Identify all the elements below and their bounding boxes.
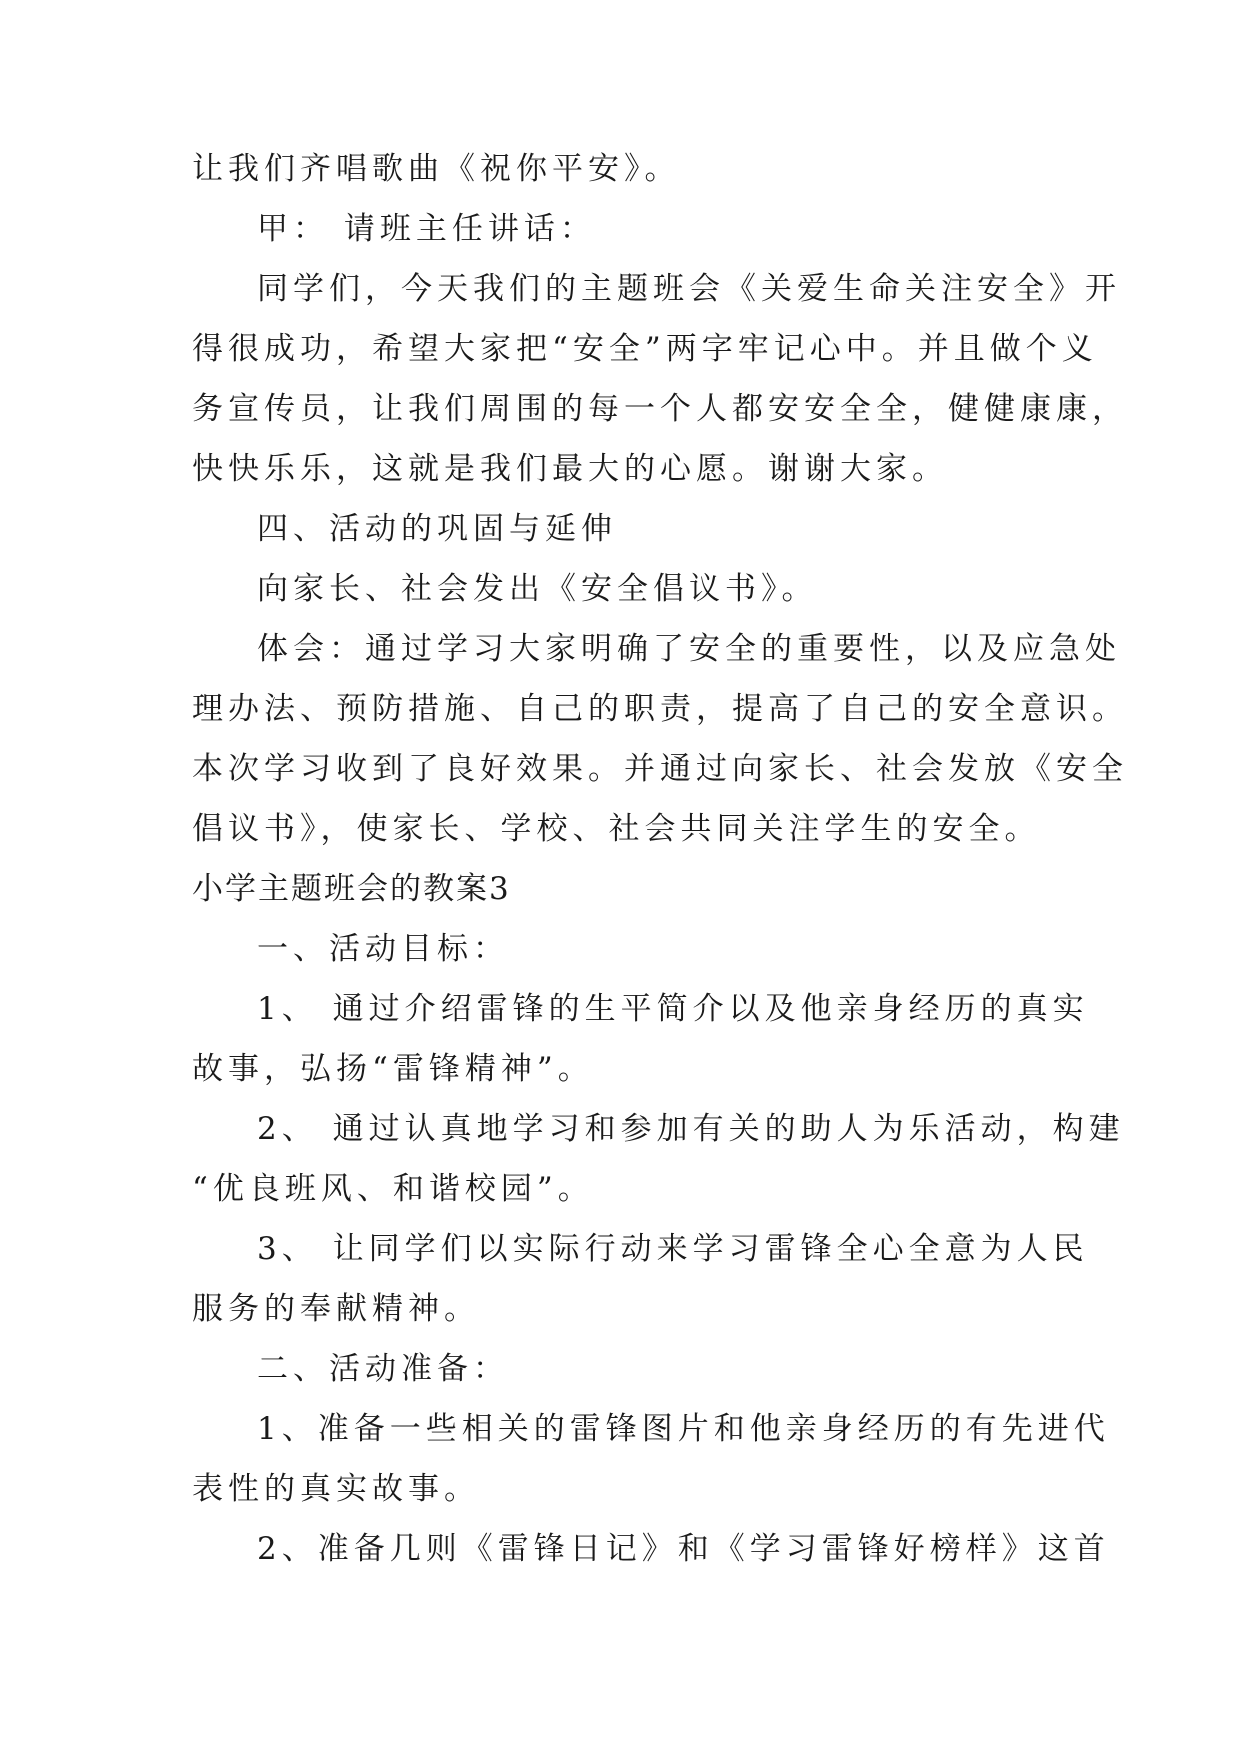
text-line: 同学们，今天我们的主题班会《关爱生命关注安全》开 (257, 271, 1121, 307)
list-item: 2、准备几则《雷锋日记》和《学习雷锋好榜样》这首 (257, 1531, 1110, 1567)
section-heading: 四、活动的巩固与延伸 (257, 511, 617, 547)
text-line: 本次学习收到了良好效果。并通过向家长、社会发放《安全 (192, 751, 1128, 787)
section-heading: 一、活动目标： (257, 931, 509, 967)
text-line: 向家长、社会发出《安全倡议书》。 (257, 571, 818, 607)
text-line: 甲： 请班主任讲话： (257, 211, 596, 247)
text-line: 务宣传员，让我们周围的每一个人都安安全全，健健康康， (192, 391, 1128, 427)
document-title: 小学主题班会的教案3 (192, 871, 511, 907)
section-heading: 二、活动准备： (257, 1351, 509, 1387)
list-item: 3、 让同学们以实际行动来学习雷锋全心全意为人民 (257, 1231, 1089, 1267)
text-line: 体会：通过学习大家明确了安全的重要性，以及应急处 (257, 631, 1121, 667)
list-item: 1、 通过介绍雷锋的生平简介以及他亲身经历的真实 (257, 991, 1089, 1027)
text-line: 倡议书》，使家长、学校、社会共同关注学生的安全。 (192, 811, 1041, 847)
text-line: 服务的奉献精神。 (192, 1291, 480, 1327)
text-line: “优良班风、和谐校园”。 (192, 1171, 594, 1207)
text-line: 理办法、预防措施、自己的职责，提高了自己的安全意识。 (192, 691, 1128, 727)
text-line: 表性的真实故事。 (192, 1471, 480, 1507)
text-line: 快快乐乐，这就是我们最大的心愿。谢谢大家。 (192, 451, 948, 487)
list-item: 2、 通过认真地学习和参加有关的助人为乐活动，构建 (257, 1111, 1125, 1147)
text-line: 得很成功，希望大家把“安全”两字牢记心中。并且做个义 (192, 331, 1098, 367)
text-line: 故事，弘扬“雷锋精神”。 (192, 1051, 594, 1087)
text-line: 让我们齐唱歌曲《祝你平安》。 (192, 151, 681, 187)
list-item: 1、准备一些相关的雷锋图片和他亲身经历的有先进代 (257, 1411, 1110, 1447)
